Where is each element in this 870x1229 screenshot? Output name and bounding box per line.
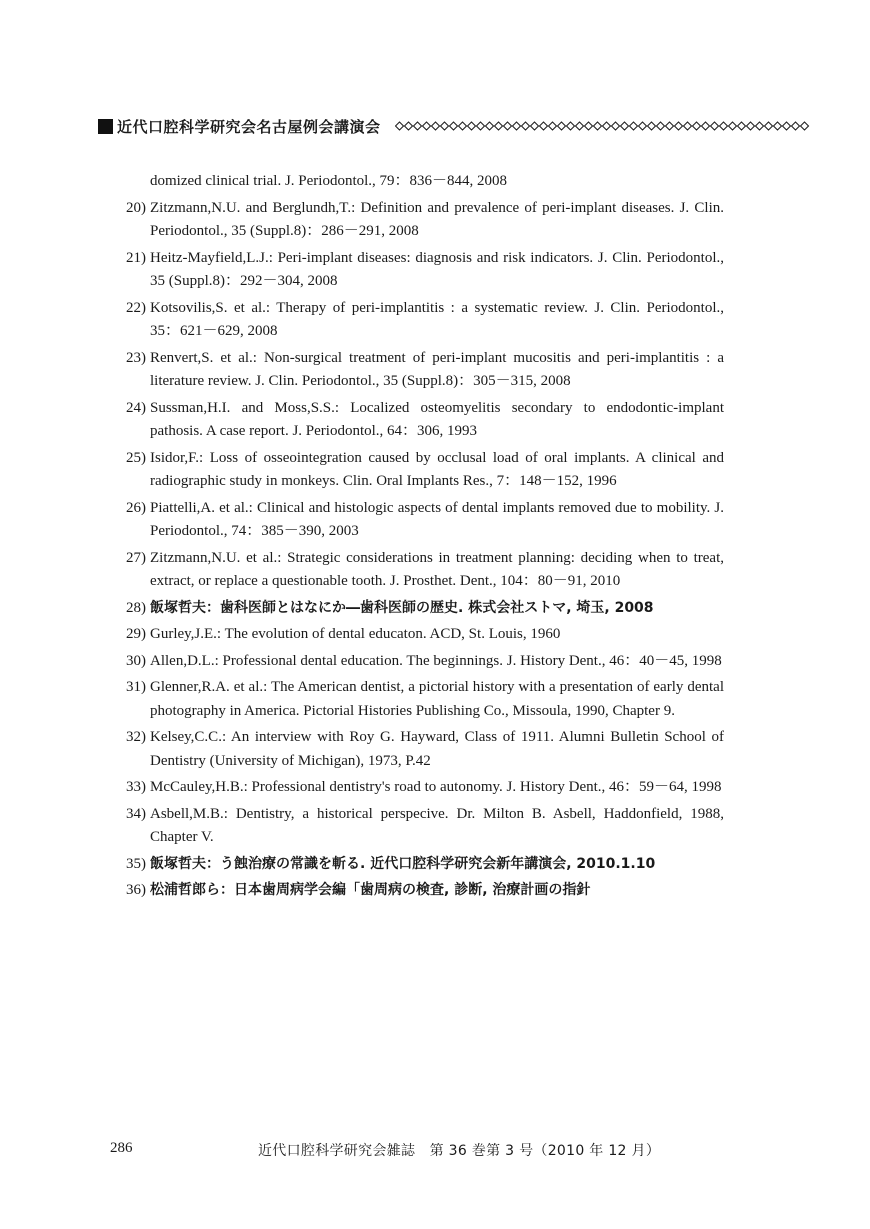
reference-number: 32) bbox=[126, 729, 146, 745]
reference-number: 35) bbox=[126, 855, 146, 872]
reference-text: Kelsey,C.C.: An interview with Roy G. Hayward, Class of 1911. Alumni Bulletin School of Dentistry (University of Michigan), 1973, P.42 bbox=[150, 729, 724, 769]
reference-text: Zitzmann,N.U. and Berglundh,T.: Definition and prevalence of peri-implant diseases. J. Clin. Periodontol., 35 (Suppl.8)：286－291, 2008 bbox=[150, 199, 724, 239]
reference-text: Isidor,F.: Loss of osseointegration caused by occlusal load of oral implants. A clinical and radiographic study in monkeys. Clin. Oral Implants Res., 7：148－152, 1996 bbox=[150, 449, 724, 489]
page-number: 286 bbox=[110, 1140, 133, 1156]
reference-number: 25) bbox=[126, 449, 146, 466]
reference-text: Renvert,S. et al.: Non-surgical treatment of peri-implant mucositis and peri-implantitis : a literature review. J. Clin. Periodontol., 35 (Suppl.8)：305－315, 2008 bbox=[150, 349, 724, 389]
reference-item bbox=[112, 247, 724, 294]
journal-citation: 近代口腔科学研究会雑誌 第 36 巻第 3 号（2010 年 12 月） bbox=[258, 1143, 661, 1159]
header-title: 近代口腔科学研究会名古屋例会講演会 bbox=[117, 117, 381, 136]
reference-item bbox=[112, 726, 724, 773]
diamond-chain-ornament-icon bbox=[395, 121, 834, 131]
reference-item bbox=[112, 297, 724, 344]
reference-text: Gurley,J.E.: The evolution of dental educaton. ACD, St. Louis, 1960 bbox=[150, 626, 561, 642]
reference-text: 飯塚哲夫：う蝕治療の常識を斬る. 近代口腔科学研究会新年講演会, 2010.1.10 bbox=[150, 855, 656, 872]
reference-number: 34) bbox=[126, 805, 146, 822]
reference-text: 松浦哲郎ら：日本歯周病学会編「歯周病の検査, 診断, 治療計画の指針 bbox=[150, 882, 591, 898]
reference-text: Sussman,H.I. and Moss,S.S.: Localized osteomyelitis secondary to endodontic-implant pathosis. A case report. J. Periodontol., 64：306, 1993 bbox=[150, 399, 724, 439]
reference-text: Heitz-Mayfield,L.J.: Peri-implant diseases: diagnosis and risk indicators. J. Clin. Periodontol., 35 (Suppl.8)：292－304, 2008 bbox=[150, 249, 724, 289]
reference-item bbox=[112, 650, 724, 674]
reference-item bbox=[112, 547, 724, 594]
reference-text: Glenner,R.A. et al.: The American dentist, a pictorial history with a presentation of early dental photography in America. Pictorial Histories Publishing Co., Missoula, 1990, Chapter 9. bbox=[150, 679, 724, 719]
reference-item bbox=[112, 447, 724, 494]
reference-number: 23) bbox=[126, 349, 146, 366]
reference-text: Piattelli,A. et al.: Clinical and histologic aspects of dental implants removed due to mobility. J. Periodontol., 74：385－390, 2003 bbox=[150, 499, 724, 539]
reference-number: 26) bbox=[126, 499, 146, 516]
reference-text: Allen,D.L.: Professional dental education. The beginnings. J. History Dent., 46：40－45, 1998 bbox=[150, 652, 722, 669]
reference-number: 24) bbox=[126, 399, 146, 416]
page-footer bbox=[0, 1140, 870, 1164]
reference-text: 飯塚哲夫：歯科医師とはなにか―歯科医師の歴史. 株式会社ストマ, 埼玉, 2008 bbox=[150, 599, 654, 616]
reference-item bbox=[112, 879, 724, 903]
reference-item bbox=[112, 347, 724, 394]
reference-number: 21) bbox=[126, 249, 146, 266]
black-square-icon bbox=[98, 119, 113, 134]
reference-text: Asbell,M.B.: Dentistry, a historical perspecive. Dr. Milton B. Asbell, Haddonfield, 1988, Chapter V. bbox=[150, 805, 724, 845]
reference-item bbox=[112, 676, 724, 723]
reference-number: 20) bbox=[126, 199, 146, 216]
reference-number: 36) bbox=[126, 882, 146, 898]
reference-item bbox=[112, 597, 724, 621]
reference-item bbox=[112, 623, 724, 647]
running-header bbox=[98, 114, 834, 138]
reference-number: 22) bbox=[126, 299, 146, 316]
reference-number: 33) bbox=[126, 779, 146, 795]
reference-text: Kotsovilis,S. et al.: Therapy of peri-implantitis : a systematic review. J. Clin. Periodontol., 35：621－629, 2008 bbox=[150, 299, 724, 339]
reference-item bbox=[112, 803, 724, 850]
reference-item bbox=[112, 776, 724, 800]
reference-number: 28) bbox=[126, 599, 146, 616]
reference-number: 31) bbox=[126, 679, 146, 695]
reference-number: 30) bbox=[126, 652, 146, 669]
reference-item bbox=[112, 497, 724, 544]
reference-item bbox=[112, 197, 724, 244]
reference-item bbox=[112, 397, 724, 444]
reference-list bbox=[112, 170, 724, 903]
reference-continuation: domized clinical trial. J. Periodontol., 79：836－844, 2008 bbox=[150, 173, 508, 189]
reference-text: Zitzmann,N.U. et al.: Strategic considerations in treatment planning: deciding when to treat, extract, or replace a questionable tooth. J. Prosthet. Dent., 104：80－91, 2010 bbox=[150, 549, 724, 589]
reference-item bbox=[112, 853, 724, 877]
reference-number: 29) bbox=[126, 626, 146, 642]
reference-number: 27) bbox=[126, 549, 146, 566]
reference-text: McCauley,H.B.: Professional dentistry's road to autonomy. J. History Dent., 46：59－64, 1998 bbox=[150, 779, 722, 795]
